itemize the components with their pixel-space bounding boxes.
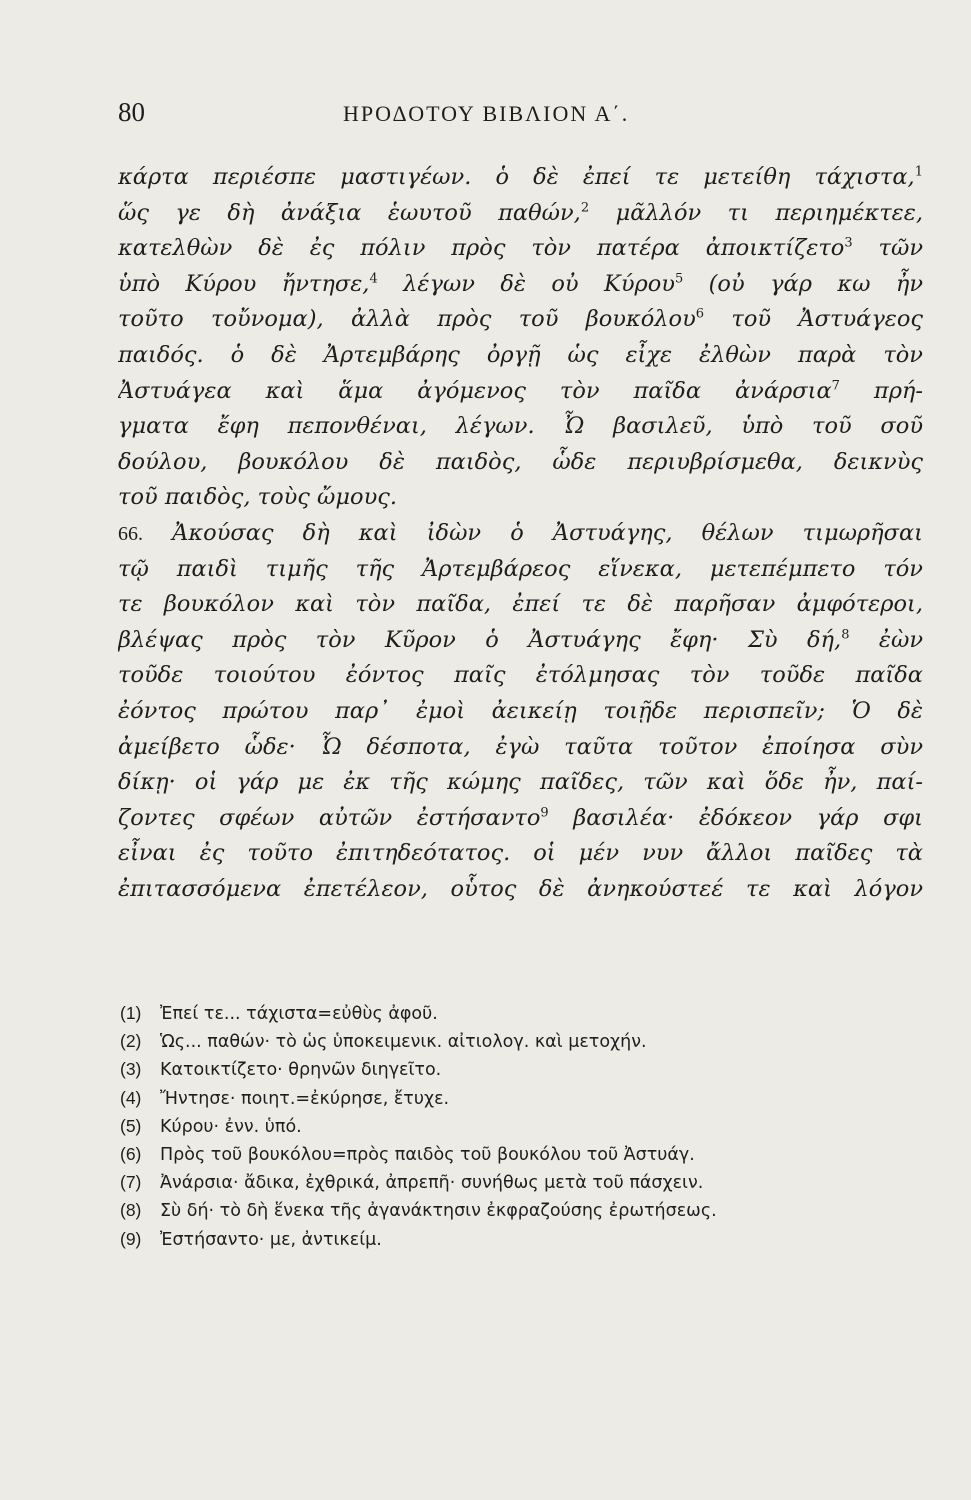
footnote: (9) Ἐστήσαντο· με, ἀντικείμ. [120, 1228, 382, 1250]
text-line-14: βλέψας πρὸς τὸν Κῦρον ὁ Ἀστυάγης ἔφη· Σὺ δή,$^8$ ἐὼν [118, 626, 923, 653]
page-number: 80 [118, 97, 145, 127]
text-line-4: ὑπὸ Κύρου ἤντησε,$^4$ λέγων δὲ οὐ Κύρου$^5$ (οὐ γάρ κω ἦν [118, 270, 923, 297]
text-line-15: τοῦδε τοιούτου ἐόντος παῖς ἐτόλμησας τὸν τοῦδε παῖδα [118, 662, 923, 689]
text-line-10: τοῦ παιδὸς, τοὺς ὤμους. [118, 484, 397, 511]
text-line-3: κατελθὼν δὲ ἐς πόλιν πρὸς τὸν πατέρα ἀποικτίζετο$^3$ τῶν [118, 235, 923, 262]
footnote: (7) Ἀνάρσια· ἄδικα, ἐχθρικά, ἀπρεπῆ· συνήθως μετὰ τοῦ πάσχειν. [120, 1172, 704, 1194]
section-number: 66. [118, 522, 143, 545]
text-line-12: τῷ παιδὶ τιμῆς τῆς Ἀρτεμβάρεος εἵνεκα, μετεπέμπετο τόν [118, 555, 923, 582]
footnote: (8) Σὺ δή· τὸ δὴ ἕνεκα τῆς ἀγανάκτησιν ἐκφραζούσης ἐρωτήσεως. [120, 1200, 717, 1222]
text-line-13: τε βουκόλον καὶ τὸν παῖδα, ἐπεί τε δὲ παρῆσαν ἀμφότεροι, [118, 591, 923, 618]
text-line-8: γματα ἔφη πεπονθέναι, λέγων. Ὦ βασιλεῦ, ὑπὸ τοῦ σοῦ [118, 413, 923, 440]
page-header [118, 97, 918, 137]
running-title: ΗΡΟΔΟΤΟΥ ΒΙΒΛΙΟΝ Α΄. [343, 101, 630, 126]
footnote: (3) Κατοικτίζετο· θρηνῶν διηγεῖτο. [120, 1059, 442, 1081]
text-line-18: δίκῃ· οἱ γάρ με ἐκ τῆς κώμης παῖδες, τῶν καὶ ὅδε ἦν, παί- [118, 769, 923, 796]
text-line-16: ἐόντος πρώτου παρ᾽ ἐμοὶ ἀεικείῃ τοιῇδε περισπεῖν; Ὁ δὲ [118, 697, 923, 724]
text-line-20: εἶναι ἐς τοῦτο ἐπιτηδεότατος. οἱ μέν νυν ἄλλοι παῖδες τὰ [118, 840, 923, 867]
text-line-11: 66. Ἀκούσας δὴ καὶ ἰδὼν ὁ Ἀστυάγης, θέλων τιμωρῆσαι [118, 519, 923, 546]
footnote: (2) Ὡς... παθών· τὸ ὡς ὑποκειμενικ. αἰτιολογ. καὶ μετοχήν. [120, 1031, 647, 1053]
text-line-17: ἀμείβετο ὧδε· Ὦ δέσποτα, ἐγὼ ταῦτα τοῦτον ἐποίησα σὺν [118, 733, 923, 760]
footnote: (4) Ἤντησε· ποιητ.=ἐκύρησε, ἔτυχε. [120, 1087, 450, 1109]
footnote: (5) Κύρου· ἐνν. ὑπό. [120, 1115, 302, 1137]
text-line-7: Ἀστυάγεα καὶ ἅμα ἀγόμενος τὸν παῖδα ἀνάρσια$^7$ πρή- [118, 377, 923, 404]
text-line-2: ὥς γε δὴ ἀνάξια ἑωυτοῦ παθών,$^2$ μᾶλλόν τι περιημέκτεε, [118, 199, 923, 226]
text-line-1: κάρτα περιέσπε μαστιγέων. ὁ δὲ ἐπεί τε μετείθη τάχιστα,$^1$ [118, 164, 923, 190]
main-text [118, 160, 923, 907]
text-line-5: τοῦτο τοὔνομα), ἀλλὰ πρὸς τοῦ βουκόλου$^6$ τοῦ Ἀστυάγεος [118, 306, 923, 333]
text-line-19: ζοντες σφέων αὐτῶν ἐστήσαντο$^9$ βασιλέα· ἐδόκεον γάρ σφι [118, 804, 923, 831]
footnote: (1) Ἐπεί τε... τάχιστα=εὐθὺς ἀφοῦ. [120, 1003, 438, 1024]
footnote: (6) Πρὸς τοῦ βουκόλου=πρὸς παιδὸς τοῦ βουκόλου τοῦ Ἀστυάγ. [120, 1144, 695, 1166]
text-line-9: δούλου, βουκόλου δὲ παιδὸς, ὧδε περιυβρίσμεθα, δεικνὺς [118, 448, 923, 475]
footnotes [120, 1000, 940, 1254]
text-line-21: ἐπιτασσόμενα ἐπετέλεον, οὗτος δὲ ἀνηκούστεέ τε καὶ λόγον [118, 875, 923, 902]
text-line-6: παιδός. ὁ δὲ Ἀρτεμβάρης ὀργῇ ὡς εἶχε ἐλθὼν παρὰ τὸν [118, 341, 923, 368]
